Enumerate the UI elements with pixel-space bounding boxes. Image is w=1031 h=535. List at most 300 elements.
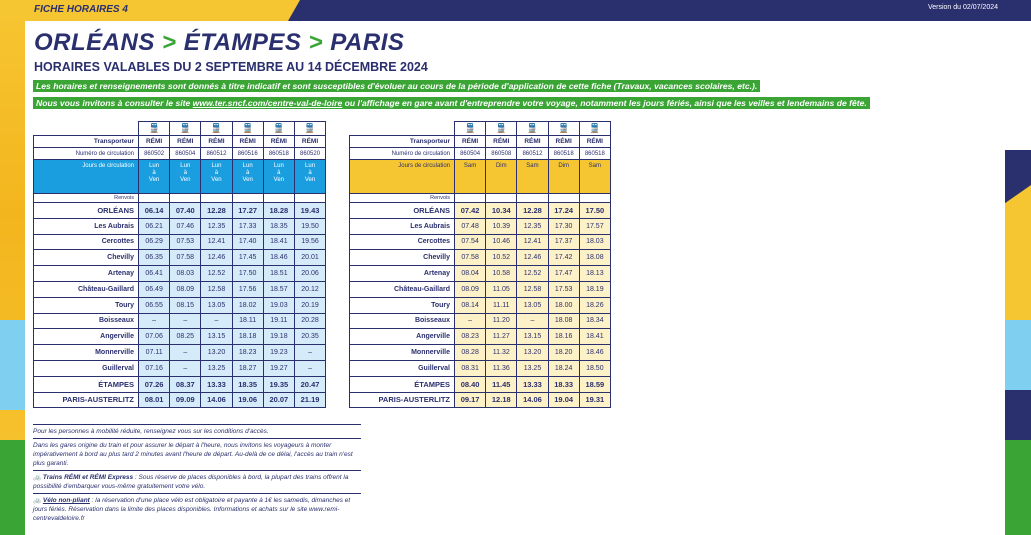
renvois-cell bbox=[170, 194, 201, 203]
row-label: Numéro de circulation bbox=[34, 148, 139, 160]
station-row bbox=[34, 376, 326, 392]
time-cell: 18.41 bbox=[579, 329, 610, 345]
time-cell: 10.34 bbox=[486, 203, 517, 219]
train-number-cell: 860512 bbox=[517, 148, 548, 160]
time-cell: 08.03 bbox=[170, 266, 201, 282]
time-cell: 19.06 bbox=[232, 392, 263, 408]
time-cell: 19.35 bbox=[263, 376, 294, 392]
table-row bbox=[34, 148, 326, 160]
days-cell bbox=[486, 160, 517, 194]
train-number-cell: 860502 bbox=[139, 148, 170, 160]
station-name: ÉTAMPES bbox=[350, 376, 455, 392]
time-cell: 08.09 bbox=[455, 281, 486, 297]
time-cell: 13.25 bbox=[517, 360, 548, 376]
days-word: Ven bbox=[211, 177, 222, 183]
time-cell: 13.05 bbox=[201, 297, 232, 313]
row-label bbox=[350, 122, 455, 136]
page-title bbox=[34, 29, 404, 57]
row-label bbox=[34, 122, 139, 136]
station-row bbox=[350, 234, 611, 250]
time-cell: 08.09 bbox=[170, 281, 201, 297]
time-cell: 13.05 bbox=[517, 297, 548, 313]
banner-text: ou l'affichage en gare avant d'entreprendre votre voyage, notamment les jours fériés, ainsi que les veilles et lendemains de fête. bbox=[342, 98, 867, 108]
station-name: Artenay bbox=[350, 266, 455, 282]
validity-period: HORAIRES VALABLES DU 2 SEPTEMBRE AU 14 DÉCEMBRE 2024 bbox=[34, 60, 428, 74]
time-cell: 20.47 bbox=[294, 376, 325, 392]
train-icon: 🚆 bbox=[201, 122, 232, 136]
station-name: Cercottes bbox=[34, 234, 139, 250]
days-word: Sam bbox=[526, 163, 539, 169]
time-cell: 10.52 bbox=[486, 250, 517, 266]
time-cell: 17.40 bbox=[232, 234, 263, 250]
fiche-label: FICHE HORAIRES 4 bbox=[34, 4, 128, 15]
time-cell: 20.28 bbox=[294, 313, 325, 329]
operator-cell: RÉMI bbox=[548, 136, 579, 148]
days-word: à bbox=[308, 170, 312, 176]
time-cell: 18.13 bbox=[579, 266, 610, 282]
time-cell: 17.50 bbox=[579, 203, 610, 219]
time-cell: 10.46 bbox=[486, 234, 517, 250]
days-word: à bbox=[277, 170, 281, 176]
time-cell: – bbox=[170, 360, 201, 376]
days-cell bbox=[170, 160, 201, 194]
days-word: Lun bbox=[149, 163, 160, 169]
renvois-cell bbox=[139, 194, 170, 203]
time-cell: 08.14 bbox=[455, 297, 486, 313]
time-cell: 13.33 bbox=[201, 376, 232, 392]
time-cell: 12.41 bbox=[517, 234, 548, 250]
station-name: Boisseaux bbox=[350, 313, 455, 329]
station-name: Toury bbox=[350, 297, 455, 313]
time-cell: 18.18 bbox=[232, 329, 263, 345]
time-cell: 07.54 bbox=[455, 234, 486, 250]
station-name: Les Aubrais bbox=[34, 218, 139, 234]
days-word: Ven bbox=[304, 177, 316, 183]
weekend-timetable bbox=[349, 121, 611, 408]
time-cell: 12.18 bbox=[486, 392, 517, 408]
station-row bbox=[350, 360, 611, 376]
train-number-cell: 860518 bbox=[548, 148, 579, 160]
info-banner-disclaimer: Les horaires et renseignements sont donnés à titre indicatif et sont susceptibles d'évoluer au cours de la période d'application de cette fiche (Travaux, vacances scolaires, etc.). bbox=[33, 80, 760, 92]
train-icon: 🚆 bbox=[579, 122, 610, 136]
time-cell: 12.28 bbox=[201, 203, 232, 219]
train-icon: 🚆 bbox=[139, 122, 170, 136]
time-cell: 06.35 bbox=[139, 250, 170, 266]
time-cell: – bbox=[170, 345, 201, 361]
station-row bbox=[350, 329, 611, 345]
time-cell: 12.41 bbox=[201, 234, 232, 250]
time-cell: 06.21 bbox=[139, 218, 170, 234]
station-row bbox=[350, 266, 611, 282]
station-name: Monnerville bbox=[350, 345, 455, 361]
bike-icon: 🚲 bbox=[33, 474, 42, 481]
station-name: Toury bbox=[34, 297, 139, 313]
renvois-cell bbox=[455, 194, 486, 203]
title-separator: > bbox=[308, 29, 324, 56]
time-cell: 17.30 bbox=[548, 218, 579, 234]
days-word: Ven bbox=[273, 177, 285, 183]
time-cell: 18.03 bbox=[579, 234, 610, 250]
time-cell: 18.20 bbox=[548, 345, 579, 361]
time-cell: 11.45 bbox=[486, 376, 517, 392]
days-word: Sam bbox=[588, 163, 602, 169]
station-name: Monnerville bbox=[34, 345, 139, 361]
row-label: Renvois bbox=[34, 194, 139, 203]
station-row bbox=[350, 345, 611, 361]
time-cell: 08.28 bbox=[455, 345, 486, 361]
time-cell: 18.26 bbox=[579, 297, 610, 313]
train-number-cell: 860518 bbox=[579, 148, 610, 160]
note-bike-reservation bbox=[33, 493, 361, 525]
time-cell: 13.15 bbox=[517, 329, 548, 345]
time-cell: 18.46 bbox=[579, 345, 610, 361]
time-cell: 07.58 bbox=[170, 250, 201, 266]
days-word: Dim bbox=[558, 163, 569, 169]
station-row bbox=[34, 281, 326, 297]
days-cell bbox=[579, 160, 610, 194]
time-cell: – bbox=[294, 360, 325, 376]
time-cell: 06.14 bbox=[139, 203, 170, 219]
table-row bbox=[350, 194, 611, 203]
station-row bbox=[34, 250, 326, 266]
train-number-cell: 860504 bbox=[455, 148, 486, 160]
station-name: Guillerval bbox=[350, 360, 455, 376]
time-cell: 17.27 bbox=[232, 203, 263, 219]
train-icon: 🚆 bbox=[170, 122, 201, 136]
time-cell: 18.24 bbox=[548, 360, 579, 376]
days-word: Lun bbox=[180, 163, 191, 169]
train-icon: 🚆 bbox=[232, 122, 263, 136]
train-icon: 🚆 bbox=[517, 122, 548, 136]
table-row bbox=[34, 136, 326, 148]
station-name: Artenay bbox=[34, 266, 139, 282]
renvois-cell bbox=[232, 194, 263, 203]
station-row bbox=[34, 266, 326, 282]
time-cell: 19.50 bbox=[294, 218, 325, 234]
train-icon: 🚆 bbox=[548, 122, 579, 136]
train-number-cell: 860512 bbox=[201, 148, 232, 160]
operator-cell: RÉMI bbox=[486, 136, 517, 148]
station-name: Château-Gaillard bbox=[34, 281, 139, 297]
renvois-cell bbox=[294, 194, 325, 203]
time-cell: – bbox=[170, 313, 201, 329]
time-cell: 08.37 bbox=[170, 376, 201, 392]
time-cell: 13.25 bbox=[201, 360, 232, 376]
time-cell: 07.42 bbox=[455, 203, 486, 219]
renvois-cell bbox=[579, 194, 610, 203]
station-row bbox=[34, 297, 326, 313]
days-cell bbox=[517, 160, 548, 194]
time-cell: 17.33 bbox=[232, 218, 263, 234]
time-cell: 19.43 bbox=[294, 203, 325, 219]
time-cell: 17.24 bbox=[548, 203, 579, 219]
bike-icon: 🚲 bbox=[33, 497, 42, 504]
days-word: à bbox=[183, 170, 187, 176]
time-cell: 21.19 bbox=[294, 392, 325, 408]
time-cell: 11.20 bbox=[486, 313, 517, 329]
note-bike-reservation-text: : la réservation d'une place vélo est obligatoire et payante à 1€ les samedis, dimanches et jours fériés. Réservation dans la limite des places disponibles. Informations et achats sur le site www.remi-centrevaldeloire.fr bbox=[33, 497, 351, 522]
time-cell: 18.11 bbox=[232, 313, 263, 329]
time-cell: 18.35 bbox=[263, 218, 294, 234]
time-cell: 09.09 bbox=[170, 392, 201, 408]
station-name: PARIS-AUSTERLITZ bbox=[350, 392, 455, 408]
days-cell bbox=[294, 160, 325, 194]
time-cell: 20.01 bbox=[294, 250, 325, 266]
renvois-cell bbox=[486, 194, 517, 203]
train-icon: 🚆 bbox=[263, 122, 294, 136]
time-cell: 08.04 bbox=[455, 266, 486, 282]
time-cell: 12.28 bbox=[517, 203, 548, 219]
station-row bbox=[350, 203, 611, 219]
days-word: Ven bbox=[180, 177, 191, 183]
train-number-cell: 860504 bbox=[170, 148, 201, 160]
station-row bbox=[34, 329, 326, 345]
train-icon: 🚆 bbox=[294, 122, 325, 136]
time-cell: 07.26 bbox=[139, 376, 170, 392]
renvois-cell bbox=[263, 194, 294, 203]
time-cell: 17.47 bbox=[548, 266, 579, 282]
time-cell: 12.52 bbox=[517, 266, 548, 282]
time-cell: – bbox=[294, 345, 325, 361]
time-cell: 14.06 bbox=[517, 392, 548, 408]
days-word: à bbox=[152, 170, 156, 176]
time-cell: 18.59 bbox=[579, 376, 610, 392]
title-via: ÉTAMPES bbox=[183, 29, 302, 56]
time-cell: 07.40 bbox=[170, 203, 201, 219]
time-cell: 18.08 bbox=[548, 313, 579, 329]
time-cell: 13.15 bbox=[201, 329, 232, 345]
time-cell: 07.48 bbox=[455, 218, 486, 234]
time-cell: 20.06 bbox=[294, 266, 325, 282]
station-name: Angerville bbox=[350, 329, 455, 345]
days-cell bbox=[455, 160, 486, 194]
time-cell: 18.02 bbox=[232, 297, 263, 313]
time-cell: 12.46 bbox=[201, 250, 232, 266]
train-number-cell: 860516 bbox=[232, 148, 263, 160]
table-row bbox=[350, 160, 611, 194]
time-cell: 06.49 bbox=[139, 281, 170, 297]
time-cell: 06.55 bbox=[139, 297, 170, 313]
table-row bbox=[34, 160, 326, 194]
operator-cell: RÉMI bbox=[232, 136, 263, 148]
time-cell: 18.16 bbox=[548, 329, 579, 345]
train-icon: 🚆 bbox=[486, 122, 517, 136]
time-cell: 07.58 bbox=[455, 250, 486, 266]
time-cell: 18.19 bbox=[579, 281, 610, 297]
title-origin: ORLÉANS bbox=[34, 29, 155, 56]
time-cell: 17.45 bbox=[232, 250, 263, 266]
weekday-timetable bbox=[33, 121, 326, 408]
time-cell: 07.11 bbox=[139, 345, 170, 361]
time-cell: 07.16 bbox=[139, 360, 170, 376]
time-cell: 12.35 bbox=[201, 218, 232, 234]
note-pmr: Pour les personnes à mobilité réduite, renseignez vous sur les conditions d'accès. bbox=[33, 424, 361, 438]
ter-website-link[interactable]: www.ter.sncf.com/centre-val-de-loire bbox=[192, 98, 343, 108]
operator-cell: RÉMI bbox=[139, 136, 170, 148]
time-cell: 19.23 bbox=[263, 345, 294, 361]
days-word: à bbox=[214, 170, 219, 176]
time-cell: 08.31 bbox=[455, 360, 486, 376]
time-cell: 18.41 bbox=[263, 234, 294, 250]
row-label: Transporteur bbox=[350, 136, 455, 148]
time-cell: 18.34 bbox=[579, 313, 610, 329]
time-cell: 11.27 bbox=[486, 329, 517, 345]
row-label: Jours de circulation bbox=[350, 160, 455, 194]
operator-cell: RÉMI bbox=[170, 136, 201, 148]
time-cell: 18.28 bbox=[263, 203, 294, 219]
time-cell: 08.15 bbox=[170, 297, 201, 313]
time-cell: 19.56 bbox=[294, 234, 325, 250]
table-row bbox=[350, 148, 611, 160]
days-word: Lun bbox=[305, 163, 316, 169]
row-label: Jours de circulation bbox=[34, 160, 139, 194]
days-cell bbox=[139, 160, 170, 194]
time-cell: 19.31 bbox=[579, 392, 610, 408]
train-number-cell: 860518 bbox=[263, 148, 294, 160]
time-cell: 19.03 bbox=[263, 297, 294, 313]
time-cell: 11.36 bbox=[486, 360, 517, 376]
train-icon: 🚆 bbox=[455, 122, 486, 136]
station-name: PARIS-AUSTERLITZ bbox=[34, 392, 139, 408]
row-label: Transporteur bbox=[34, 136, 139, 148]
time-cell: 11.11 bbox=[486, 297, 517, 313]
time-cell: 12.52 bbox=[201, 266, 232, 282]
table-row bbox=[350, 122, 611, 136]
title-destination: PARIS bbox=[330, 29, 405, 56]
row-label: Numéro de circulation bbox=[350, 148, 455, 160]
operator-cell: RÉMI bbox=[201, 136, 232, 148]
note-bike-reservation-title: Vélo non-pliant bbox=[42, 497, 90, 504]
train-number-cell: 860508 bbox=[486, 148, 517, 160]
station-name: Château-Gaillard bbox=[350, 281, 455, 297]
renvois-cell bbox=[201, 194, 232, 203]
time-cell: 18.57 bbox=[263, 281, 294, 297]
time-cell: 19.18 bbox=[263, 329, 294, 345]
note-bike-text: : Sous réserve de places disponibles à bord, la plupart des trains offrent la possibilité d'embarquer vous-même gratuitement votre vélo. bbox=[33, 474, 349, 490]
time-cell: 18.27 bbox=[232, 360, 263, 376]
note-departure: Dans les gares origine du train et pour assurer le départ à l'heure, nous invitons les voyageurs à monter impérativement à bord au plus tard 2 minutes avant l'heure de départ. Au-delà de ce délai, l'accès au train n'est plus garanti. bbox=[33, 438, 361, 470]
time-cell: – bbox=[201, 313, 232, 329]
time-cell: 18.46 bbox=[263, 250, 294, 266]
time-cell: 19.27 bbox=[263, 360, 294, 376]
time-cell: 17.56 bbox=[232, 281, 263, 297]
time-cell: 18.08 bbox=[579, 250, 610, 266]
station-name: Cercottes bbox=[350, 234, 455, 250]
time-cell: 17.37 bbox=[548, 234, 579, 250]
time-cell: 08.01 bbox=[139, 392, 170, 408]
time-cell: 19.11 bbox=[263, 313, 294, 329]
time-cell: – bbox=[139, 313, 170, 329]
time-cell: 18.50 bbox=[579, 360, 610, 376]
time-cell: 09.17 bbox=[455, 392, 486, 408]
days-cell bbox=[548, 160, 579, 194]
row-label: Renvois bbox=[350, 194, 455, 203]
station-row bbox=[34, 345, 326, 361]
station-row bbox=[350, 392, 611, 408]
table-row bbox=[350, 136, 611, 148]
station-name: Les Aubrais bbox=[350, 218, 455, 234]
time-cell: 08.25 bbox=[170, 329, 201, 345]
time-cell: – bbox=[517, 313, 548, 329]
operator-cell: RÉMI bbox=[517, 136, 548, 148]
station-name: ORLÉANS bbox=[34, 203, 139, 219]
station-row bbox=[34, 234, 326, 250]
table-row bbox=[34, 194, 326, 203]
station-name: ORLÉANS bbox=[350, 203, 455, 219]
note-bike-title: Trains RÉMI et RÉMI Express bbox=[42, 474, 134, 481]
station-row bbox=[34, 392, 326, 408]
time-cell: 06.29 bbox=[139, 234, 170, 250]
station-row bbox=[350, 281, 611, 297]
time-cell: 19.04 bbox=[548, 392, 579, 408]
operator-cell: RÉMI bbox=[294, 136, 325, 148]
operator-cell: RÉMI bbox=[263, 136, 294, 148]
time-cell: 18.35 bbox=[232, 376, 263, 392]
time-cell: 18.23 bbox=[232, 345, 263, 361]
station-row bbox=[34, 203, 326, 219]
time-cell: 17.57 bbox=[579, 218, 610, 234]
time-cell: 12.46 bbox=[517, 250, 548, 266]
banner-text: Nous vous invitons à consulter le site bbox=[36, 98, 193, 108]
time-cell: 20.12 bbox=[294, 281, 325, 297]
info-banner-website bbox=[33, 97, 870, 109]
time-cell: 07.46 bbox=[170, 218, 201, 234]
station-name: Boisseaux bbox=[34, 313, 139, 329]
train-number-cell: 860520 bbox=[294, 148, 325, 160]
station-row bbox=[34, 218, 326, 234]
station-row bbox=[34, 313, 326, 329]
days-word: Lun bbox=[211, 163, 222, 169]
time-cell: 12.58 bbox=[201, 281, 232, 297]
station-row bbox=[350, 250, 611, 266]
time-cell: 10.58 bbox=[486, 266, 517, 282]
renvois-cell bbox=[548, 194, 579, 203]
time-cell: 17.42 bbox=[548, 250, 579, 266]
time-cell: 18.33 bbox=[548, 376, 579, 392]
time-cell: 07.53 bbox=[170, 234, 201, 250]
title-separator: > bbox=[162, 29, 177, 56]
days-word: Lun bbox=[273, 163, 284, 169]
time-cell: 10.39 bbox=[486, 218, 517, 234]
station-name: ÉTAMPES bbox=[34, 376, 139, 392]
station-row bbox=[350, 376, 611, 392]
station-row bbox=[350, 218, 611, 234]
station-name: Guillerval bbox=[34, 360, 139, 376]
time-cell: – bbox=[455, 313, 486, 329]
time-cell: 20.19 bbox=[294, 297, 325, 313]
time-cell: 13.33 bbox=[517, 376, 548, 392]
version-date: Version du 02/07/2024 bbox=[927, 4, 998, 11]
time-cell: 13.20 bbox=[201, 345, 232, 361]
station-name: Chevilly bbox=[34, 250, 139, 266]
days-word: Sam bbox=[463, 163, 477, 169]
time-cell: 18.51 bbox=[263, 266, 294, 282]
days-cell bbox=[201, 160, 232, 194]
time-cell: 11.32 bbox=[486, 345, 517, 361]
renvois-cell bbox=[517, 194, 548, 203]
days-cell bbox=[232, 160, 263, 194]
days-word: Dim bbox=[495, 163, 507, 169]
days-word: Lun bbox=[242, 163, 253, 169]
time-cell: 20.07 bbox=[263, 392, 294, 408]
time-cell: 11.05 bbox=[486, 281, 517, 297]
station-name: Angerville bbox=[34, 329, 139, 345]
time-cell: 13.20 bbox=[517, 345, 548, 361]
days-word: Ven bbox=[148, 177, 160, 183]
time-cell: 20.35 bbox=[294, 329, 325, 345]
time-cell: 07.06 bbox=[139, 329, 170, 345]
notes-section bbox=[33, 424, 361, 525]
